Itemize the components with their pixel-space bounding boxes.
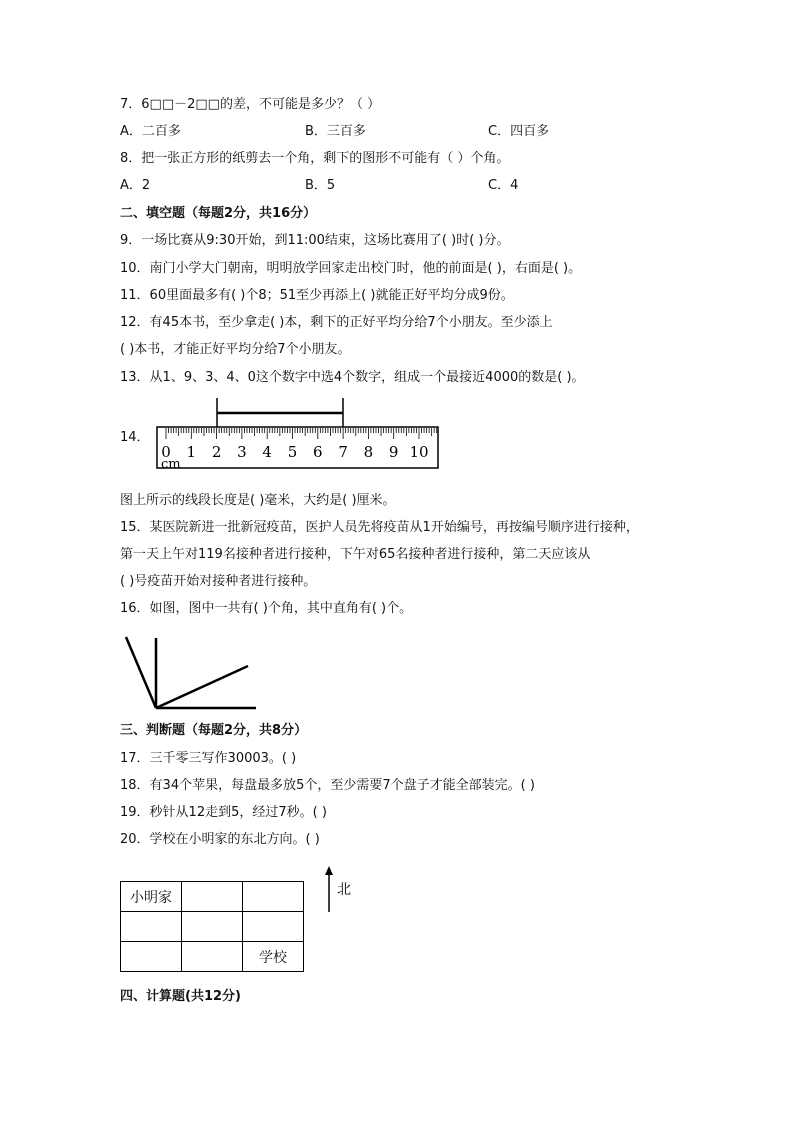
ruler-label: 10 (409, 443, 429, 461)
question-10: 10．南门小学大门朝南，明明放学回家走出校门时，他的前面是( )，右面是( )。 (120, 261, 582, 276)
q7-option-b: B．三百多 (305, 124, 366, 139)
question-8: 8．把一张正方形的纸剪去一个角，剩下的图形不可能有（ ）个角。 (120, 151, 510, 166)
ruler-label: 0 (161, 443, 171, 461)
q8-option-c: C．4 (488, 178, 519, 193)
ruler-figure (155, 398, 445, 473)
q7-option-a: A．二百多 (120, 124, 181, 139)
ruler-label: 5 (287, 443, 298, 461)
question-18: 18．有34个苹果，每盘最多放5个，至少需要7个盘子才能全部装完。( ) (120, 778, 535, 793)
section-2-heading: 二、填空题（每题2分，共16分） (120, 206, 317, 221)
q8-option-a: A．2 (120, 178, 151, 193)
ruler-label: 7 (338, 443, 348, 461)
grid-cell (182, 942, 243, 972)
question-9: 9．一场比赛从9:30开始，到11:00结束，这场比赛用了( )时( )分。 (120, 233, 510, 248)
question-7: 7．6□□－2□□的差，不可能是多少？（ ） (120, 97, 381, 112)
grid-cell (182, 912, 243, 942)
question-11: 11．60里面最多有( )个8；51至少再添上( )就能正好平均分成9份。 (120, 288, 514, 303)
ruler-label: 1 (186, 443, 197, 461)
grid-cell (182, 882, 243, 912)
question-15-line-2: 第一天上午对119名接种者进行接种，下午对65名接种者进行接种，第二天应该从 (120, 547, 591, 562)
question-16: 16．如图，图中一共有( )个角，其中直角有( )个。 (120, 601, 413, 616)
ruler-label: 8 (363, 443, 374, 461)
question-13: 13．从1、9、3、4、0这个数字中选4个数字，组成一个最接近4000的数是( )。 (120, 370, 585, 385)
question-14-text: 图上所示的线段长度是( )毫米，大约是( )厘米。 (120, 493, 396, 508)
ray-slanted (156, 666, 248, 708)
question-17: 17．三千零三写作30003。( ) (120, 751, 297, 766)
ruler-svg (155, 398, 445, 473)
grid-cell (121, 912, 182, 942)
section-4-heading: 四、计算题(共12分) (120, 989, 241, 1004)
grid-cell (243, 912, 304, 942)
ruler-unit: cm (161, 457, 181, 472)
ray-steep (126, 637, 156, 708)
section-3-heading: 三、判断题（每题2分，共8分） (120, 723, 308, 738)
question-19: 19．秒针从12走到5，经过7秒。( ) (120, 805, 327, 820)
angle-svg (118, 633, 263, 715)
ruler-label: 2 (211, 443, 222, 461)
question-14-number: 14． (120, 430, 150, 445)
grid-cell (121, 942, 182, 972)
grid-cell-home: 小明家 (121, 882, 182, 912)
question-12-line-2: ( )本书，才能正好平均分给7个小朋友。 (120, 342, 351, 357)
north-label: 北 (337, 882, 351, 898)
grid-cell (243, 882, 304, 912)
ruler-label: 4 (262, 443, 272, 461)
q7-option-c: C．四百多 (488, 124, 550, 139)
direction-grid (120, 881, 304, 972)
q8-option-b: B．5 (305, 178, 336, 193)
question-12-line-1: 12．有45本书，至少拿走( )本，剩下的正好平均分给7个小朋友。至少添上 (120, 315, 553, 330)
question-15-line-1: 15．某医院新进一批新冠疫苗，医护人员先将疫苗从1开始编号，再按编号顺序进行接种， (120, 520, 639, 535)
question-20: 20．学校在小明家的东北方向。( ) (120, 832, 320, 847)
ruler-label: 3 (237, 443, 247, 461)
grid-cell-school: 学校 (243, 942, 304, 972)
north-indicator (322, 866, 362, 916)
ruler-label: 6 (313, 443, 323, 461)
ruler-label: 9 (388, 443, 399, 461)
north-arrow-icon (322, 866, 362, 916)
angle-figure (118, 633, 263, 715)
question-15-line-3: ( )号疫苗开始对接种者进行接种。 (120, 574, 317, 589)
